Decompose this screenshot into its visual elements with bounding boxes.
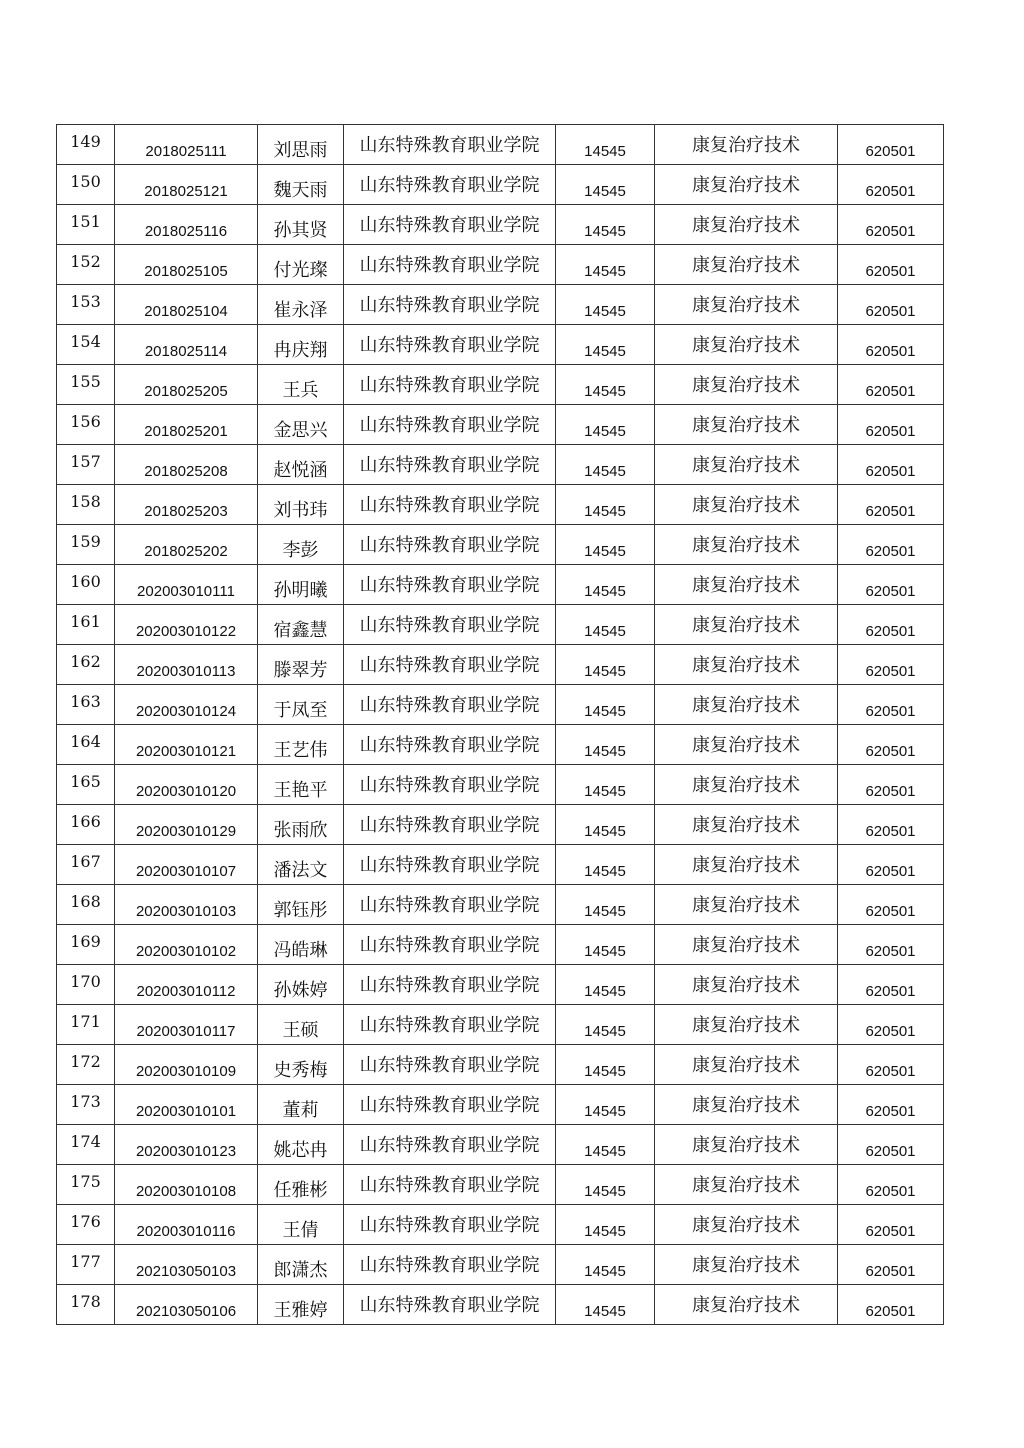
school-code-cell: 14545 bbox=[556, 245, 655, 285]
major-code-cell: 620501 bbox=[838, 325, 944, 365]
seq-cell: 178 bbox=[57, 1285, 115, 1325]
major-code-cell: 620501 bbox=[838, 965, 944, 1005]
seq-cell: 172 bbox=[57, 1045, 115, 1085]
major-name-cell: 康复治疗技术 bbox=[655, 485, 838, 525]
major-code-cell: 620501 bbox=[838, 1045, 944, 1085]
table-row bbox=[57, 565, 944, 605]
major-name-cell: 康复治疗技术 bbox=[655, 765, 838, 805]
table-row bbox=[57, 125, 944, 165]
school-name-cell: 山东特殊教育职业学院 bbox=[344, 885, 556, 925]
major-name-cell: 康复治疗技术 bbox=[655, 125, 838, 165]
major-code-cell: 620501 bbox=[838, 565, 944, 605]
major-code-cell: 620501 bbox=[838, 125, 944, 165]
student-id-cell: 2018025202 bbox=[115, 525, 258, 565]
major-name-cell: 康复治疗技术 bbox=[655, 685, 838, 725]
school-name-cell: 山东特殊教育职业学院 bbox=[344, 845, 556, 885]
school-code-cell: 14545 bbox=[556, 885, 655, 925]
seq-cell: 169 bbox=[57, 925, 115, 965]
seq-cell: 161 bbox=[57, 605, 115, 645]
seq-cell: 170 bbox=[57, 965, 115, 1005]
major-name-cell: 康复治疗技术 bbox=[655, 965, 838, 1005]
table-row bbox=[57, 965, 944, 1005]
school-code-cell: 14545 bbox=[556, 445, 655, 485]
table-row bbox=[57, 205, 944, 245]
school-name-cell: 山东特殊教育职业学院 bbox=[344, 965, 556, 1005]
school-name-cell: 山东特殊教育职业学院 bbox=[344, 525, 556, 565]
major-code-cell: 620501 bbox=[838, 845, 944, 885]
school-name-cell: 山东特殊教育职业学院 bbox=[344, 685, 556, 725]
table-row bbox=[57, 1245, 944, 1285]
school-code-cell: 14545 bbox=[556, 1125, 655, 1165]
school-name-cell: 山东特殊教育职业学院 bbox=[344, 1125, 556, 1165]
student-id-cell: 202003010112 bbox=[115, 965, 258, 1005]
student-id-cell: 2018025104 bbox=[115, 285, 258, 325]
school-code-cell: 14545 bbox=[556, 1285, 655, 1325]
seq-cell: 167 bbox=[57, 845, 115, 885]
table-row bbox=[57, 1085, 944, 1125]
seq-cell: 159 bbox=[57, 525, 115, 565]
seq-cell: 175 bbox=[57, 1165, 115, 1205]
seq-cell: 149 bbox=[57, 125, 115, 165]
seq-cell: 171 bbox=[57, 1005, 115, 1045]
school-code-cell: 14545 bbox=[556, 1165, 655, 1205]
school-code-cell: 14545 bbox=[556, 965, 655, 1005]
table-row bbox=[57, 365, 944, 405]
school-code-cell: 14545 bbox=[556, 805, 655, 845]
school-code-cell: 14545 bbox=[556, 565, 655, 605]
table-row bbox=[57, 885, 944, 925]
major-name-cell: 康复治疗技术 bbox=[655, 205, 838, 245]
major-name-cell: 康复治疗技术 bbox=[655, 1085, 838, 1125]
table-row bbox=[57, 405, 944, 445]
table-row bbox=[57, 925, 944, 965]
table-row bbox=[57, 725, 944, 765]
student-id-cell: 202103050103 bbox=[115, 1245, 258, 1285]
major-code-cell: 620501 bbox=[838, 765, 944, 805]
school-code-cell: 14545 bbox=[556, 1045, 655, 1085]
major-code-cell: 620501 bbox=[838, 205, 944, 245]
school-code-cell: 14545 bbox=[556, 925, 655, 965]
table-row bbox=[57, 1005, 944, 1045]
major-name-cell: 康复治疗技术 bbox=[655, 325, 838, 365]
student-name-cell: 王兵 bbox=[258, 365, 344, 405]
major-name-cell: 康复治疗技术 bbox=[655, 645, 838, 685]
major-code-cell: 620501 bbox=[838, 645, 944, 685]
major-name-cell: 康复治疗技术 bbox=[655, 805, 838, 845]
table-row bbox=[57, 1045, 944, 1085]
student-id-cell: 202003010122 bbox=[115, 605, 258, 645]
student-id-cell: 2018025208 bbox=[115, 445, 258, 485]
school-code-cell: 14545 bbox=[556, 605, 655, 645]
school-name-cell: 山东特殊教育职业学院 bbox=[344, 245, 556, 285]
school-code-cell: 14545 bbox=[556, 845, 655, 885]
school-name-cell: 山东特殊教育职业学院 bbox=[344, 325, 556, 365]
school-name-cell: 山东特殊教育职业学院 bbox=[344, 1245, 556, 1285]
major-code-cell: 620501 bbox=[838, 405, 944, 445]
student-id-cell: 202003010113 bbox=[115, 645, 258, 685]
major-code-cell: 620501 bbox=[838, 1005, 944, 1045]
school-code-cell: 14545 bbox=[556, 325, 655, 365]
table-row bbox=[57, 685, 944, 725]
major-name-cell: 康复治疗技术 bbox=[655, 445, 838, 485]
student-table bbox=[56, 124, 944, 1325]
student-id-cell: 2018025105 bbox=[115, 245, 258, 285]
major-code-cell: 620501 bbox=[838, 605, 944, 645]
student-name-cell: 王倩 bbox=[258, 1205, 344, 1245]
major-name-cell: 康复治疗技术 bbox=[655, 1045, 838, 1085]
major-name-cell: 康复治疗技术 bbox=[655, 525, 838, 565]
student-id-cell: 2018025114 bbox=[115, 325, 258, 365]
table-row bbox=[57, 285, 944, 325]
student-name-cell: 董莉 bbox=[258, 1085, 344, 1125]
school-code-cell: 14545 bbox=[556, 285, 655, 325]
major-code-cell: 620501 bbox=[838, 685, 944, 725]
seq-cell: 155 bbox=[57, 365, 115, 405]
major-code-cell: 620501 bbox=[838, 1085, 944, 1125]
table-row bbox=[57, 1125, 944, 1165]
school-name-cell: 山东特殊教育职业学院 bbox=[344, 1285, 556, 1325]
student-name-cell: 于凤至 bbox=[258, 685, 344, 725]
student-id-cell: 202003010120 bbox=[115, 765, 258, 805]
seq-cell: 176 bbox=[57, 1205, 115, 1245]
major-code-cell: 620501 bbox=[838, 1285, 944, 1325]
student-id-cell: 202003010124 bbox=[115, 685, 258, 725]
student-id-cell: 202003010121 bbox=[115, 725, 258, 765]
major-name-cell: 康复治疗技术 bbox=[655, 1285, 838, 1325]
major-code-cell: 620501 bbox=[838, 925, 944, 965]
major-name-cell: 康复治疗技术 bbox=[655, 245, 838, 285]
student-name-cell: 魏天雨 bbox=[258, 165, 344, 205]
table-row bbox=[57, 605, 944, 645]
major-name-cell: 康复治疗技术 bbox=[655, 1205, 838, 1245]
school-name-cell: 山东特殊教育职业学院 bbox=[344, 645, 556, 685]
student-name-cell: 崔永泽 bbox=[258, 285, 344, 325]
major-code-cell: 620501 bbox=[838, 1205, 944, 1245]
student-name-cell: 郎潇杰 bbox=[258, 1245, 344, 1285]
student-id-cell: 202103050106 bbox=[115, 1285, 258, 1325]
student-name-cell: 冯皓琳 bbox=[258, 925, 344, 965]
student-name-cell: 潘法文 bbox=[258, 845, 344, 885]
major-name-cell: 康复治疗技术 bbox=[655, 885, 838, 925]
table-row bbox=[57, 245, 944, 285]
student-id-cell: 202003010123 bbox=[115, 1125, 258, 1165]
student-name-cell: 孙姝婷 bbox=[258, 965, 344, 1005]
student-id-cell: 202003010109 bbox=[115, 1045, 258, 1085]
table-row bbox=[57, 325, 944, 365]
school-code-cell: 14545 bbox=[556, 125, 655, 165]
table-row bbox=[57, 485, 944, 525]
seq-cell: 157 bbox=[57, 445, 115, 485]
table-row bbox=[57, 805, 944, 845]
seq-cell: 165 bbox=[57, 765, 115, 805]
student-name-cell: 王雅婷 bbox=[258, 1285, 344, 1325]
student-id-cell: 202003010111 bbox=[115, 565, 258, 605]
table-row bbox=[57, 445, 944, 485]
seq-cell: 173 bbox=[57, 1085, 115, 1125]
school-name-cell: 山东特殊教育职业学院 bbox=[344, 445, 556, 485]
major-name-cell: 康复治疗技术 bbox=[655, 1165, 838, 1205]
seq-cell: 164 bbox=[57, 725, 115, 765]
school-name-cell: 山东特殊教育职业学院 bbox=[344, 1045, 556, 1085]
seq-cell: 177 bbox=[57, 1245, 115, 1285]
student-name-cell: 金思兴 bbox=[258, 405, 344, 445]
student-id-cell: 2018025111 bbox=[115, 125, 258, 165]
major-code-cell: 620501 bbox=[838, 365, 944, 405]
school-name-cell: 山东特殊教育职业学院 bbox=[344, 165, 556, 205]
student-name-cell: 赵悦涵 bbox=[258, 445, 344, 485]
major-code-cell: 620501 bbox=[838, 445, 944, 485]
student-name-cell: 李彭 bbox=[258, 525, 344, 565]
major-code-cell: 620501 bbox=[838, 805, 944, 845]
seq-cell: 153 bbox=[57, 285, 115, 325]
major-code-cell: 620501 bbox=[838, 245, 944, 285]
major-name-cell: 康复治疗技术 bbox=[655, 845, 838, 885]
student-id-cell: 2018025121 bbox=[115, 165, 258, 205]
student-name-cell: 姚芯冉 bbox=[258, 1125, 344, 1165]
student-name-cell: 王艳平 bbox=[258, 765, 344, 805]
student-table-container bbox=[56, 124, 943, 1325]
table-row bbox=[57, 1285, 944, 1325]
school-code-cell: 14545 bbox=[556, 365, 655, 405]
school-name-cell: 山东特殊教育职业学院 bbox=[344, 285, 556, 325]
table-row bbox=[57, 1205, 944, 1245]
school-code-cell: 14545 bbox=[556, 165, 655, 205]
school-name-cell: 山东特殊教育职业学院 bbox=[344, 1005, 556, 1045]
school-code-cell: 14545 bbox=[556, 1205, 655, 1245]
seq-cell: 174 bbox=[57, 1125, 115, 1165]
table-row bbox=[57, 845, 944, 885]
major-code-cell: 620501 bbox=[838, 485, 944, 525]
school-name-cell: 山东特殊教育职业学院 bbox=[344, 605, 556, 645]
major-code-cell: 620501 bbox=[838, 285, 944, 325]
school-code-cell: 14545 bbox=[556, 405, 655, 445]
school-name-cell: 山东特殊教育职业学院 bbox=[344, 765, 556, 805]
student-name-cell: 冉庆翔 bbox=[258, 325, 344, 365]
student-name-cell: 史秀梅 bbox=[258, 1045, 344, 1085]
school-code-cell: 14545 bbox=[556, 645, 655, 685]
student-name-cell: 孙明曦 bbox=[258, 565, 344, 605]
school-code-cell: 14545 bbox=[556, 685, 655, 725]
table-row bbox=[57, 645, 944, 685]
table-row bbox=[57, 1165, 944, 1205]
seq-cell: 150 bbox=[57, 165, 115, 205]
school-code-cell: 14545 bbox=[556, 1005, 655, 1045]
major-code-cell: 620501 bbox=[838, 525, 944, 565]
school-name-cell: 山东特殊教育职业学院 bbox=[344, 565, 556, 605]
seq-cell: 154 bbox=[57, 325, 115, 365]
student-id-cell: 2018025203 bbox=[115, 485, 258, 525]
student-id-cell: 202003010101 bbox=[115, 1085, 258, 1125]
school-code-cell: 14545 bbox=[556, 525, 655, 565]
school-name-cell: 山东特殊教育职业学院 bbox=[344, 365, 556, 405]
student-name-cell: 任雅彬 bbox=[258, 1165, 344, 1205]
major-name-cell: 康复治疗技术 bbox=[655, 365, 838, 405]
table-row bbox=[57, 165, 944, 205]
major-code-cell: 620501 bbox=[838, 165, 944, 205]
school-code-cell: 14545 bbox=[556, 725, 655, 765]
seq-cell: 158 bbox=[57, 485, 115, 525]
student-id-cell: 202003010102 bbox=[115, 925, 258, 965]
table-row bbox=[57, 765, 944, 805]
student-id-cell: 202003010117 bbox=[115, 1005, 258, 1045]
school-code-cell: 14545 bbox=[556, 1245, 655, 1285]
student-name-cell: 孙其贤 bbox=[258, 205, 344, 245]
student-name-cell: 王硕 bbox=[258, 1005, 344, 1045]
major-name-cell: 康复治疗技术 bbox=[655, 725, 838, 765]
major-name-cell: 康复治疗技术 bbox=[655, 605, 838, 645]
student-name-cell: 王艺伟 bbox=[258, 725, 344, 765]
school-name-cell: 山东特殊教育职业学院 bbox=[344, 1205, 556, 1245]
school-name-cell: 山东特殊教育职业学院 bbox=[344, 1085, 556, 1125]
student-name-cell: 滕翠芳 bbox=[258, 645, 344, 685]
student-name-cell: 张雨欣 bbox=[258, 805, 344, 845]
school-name-cell: 山东特殊教育职业学院 bbox=[344, 125, 556, 165]
major-name-cell: 康复治疗技术 bbox=[655, 405, 838, 445]
school-name-cell: 山东特殊教育职业学院 bbox=[344, 205, 556, 245]
seq-cell: 152 bbox=[57, 245, 115, 285]
student-id-cell: 2018025205 bbox=[115, 365, 258, 405]
student-id-cell: 202003010108 bbox=[115, 1165, 258, 1205]
major-name-cell: 康复治疗技术 bbox=[655, 1005, 838, 1045]
school-name-cell: 山东特殊教育职业学院 bbox=[344, 405, 556, 445]
student-id-cell: 202003010129 bbox=[115, 805, 258, 845]
major-name-cell: 康复治疗技术 bbox=[655, 285, 838, 325]
student-name-cell: 付光璨 bbox=[258, 245, 344, 285]
student-id-cell: 202003010107 bbox=[115, 845, 258, 885]
seq-cell: 162 bbox=[57, 645, 115, 685]
student-name-cell: 刘书玮 bbox=[258, 485, 344, 525]
seq-cell: 151 bbox=[57, 205, 115, 245]
student-name-cell: 郭钰彤 bbox=[258, 885, 344, 925]
school-name-cell: 山东特殊教育职业学院 bbox=[344, 805, 556, 845]
student-id-cell: 2018025116 bbox=[115, 205, 258, 245]
seq-cell: 160 bbox=[57, 565, 115, 605]
major-name-cell: 康复治疗技术 bbox=[655, 925, 838, 965]
student-id-cell: 2018025201 bbox=[115, 405, 258, 445]
school-code-cell: 14545 bbox=[556, 205, 655, 245]
major-code-cell: 620501 bbox=[838, 1125, 944, 1165]
table-row bbox=[57, 525, 944, 565]
school-name-cell: 山东特殊教育职业学院 bbox=[344, 725, 556, 765]
seq-cell: 156 bbox=[57, 405, 115, 445]
student-id-cell: 202003010103 bbox=[115, 885, 258, 925]
major-code-cell: 620501 bbox=[838, 1245, 944, 1285]
major-code-cell: 620501 bbox=[838, 725, 944, 765]
major-code-cell: 620501 bbox=[838, 885, 944, 925]
school-code-cell: 14545 bbox=[556, 485, 655, 525]
major-code-cell: 620501 bbox=[838, 1165, 944, 1205]
table-body bbox=[57, 125, 944, 1325]
seq-cell: 166 bbox=[57, 805, 115, 845]
school-name-cell: 山东特殊教育职业学院 bbox=[344, 485, 556, 525]
school-code-cell: 14545 bbox=[556, 1085, 655, 1125]
major-name-cell: 康复治疗技术 bbox=[655, 1125, 838, 1165]
major-name-cell: 康复治疗技术 bbox=[655, 1245, 838, 1285]
student-id-cell: 202003010116 bbox=[115, 1205, 258, 1245]
major-name-cell: 康复治疗技术 bbox=[655, 565, 838, 605]
seq-cell: 168 bbox=[57, 885, 115, 925]
school-name-cell: 山东特殊教育职业学院 bbox=[344, 925, 556, 965]
student-name-cell: 刘思雨 bbox=[258, 125, 344, 165]
student-name-cell: 宿鑫慧 bbox=[258, 605, 344, 645]
major-name-cell: 康复治疗技术 bbox=[655, 165, 838, 205]
school-name-cell: 山东特殊教育职业学院 bbox=[344, 1165, 556, 1205]
school-code-cell: 14545 bbox=[556, 765, 655, 805]
seq-cell: 163 bbox=[57, 685, 115, 725]
